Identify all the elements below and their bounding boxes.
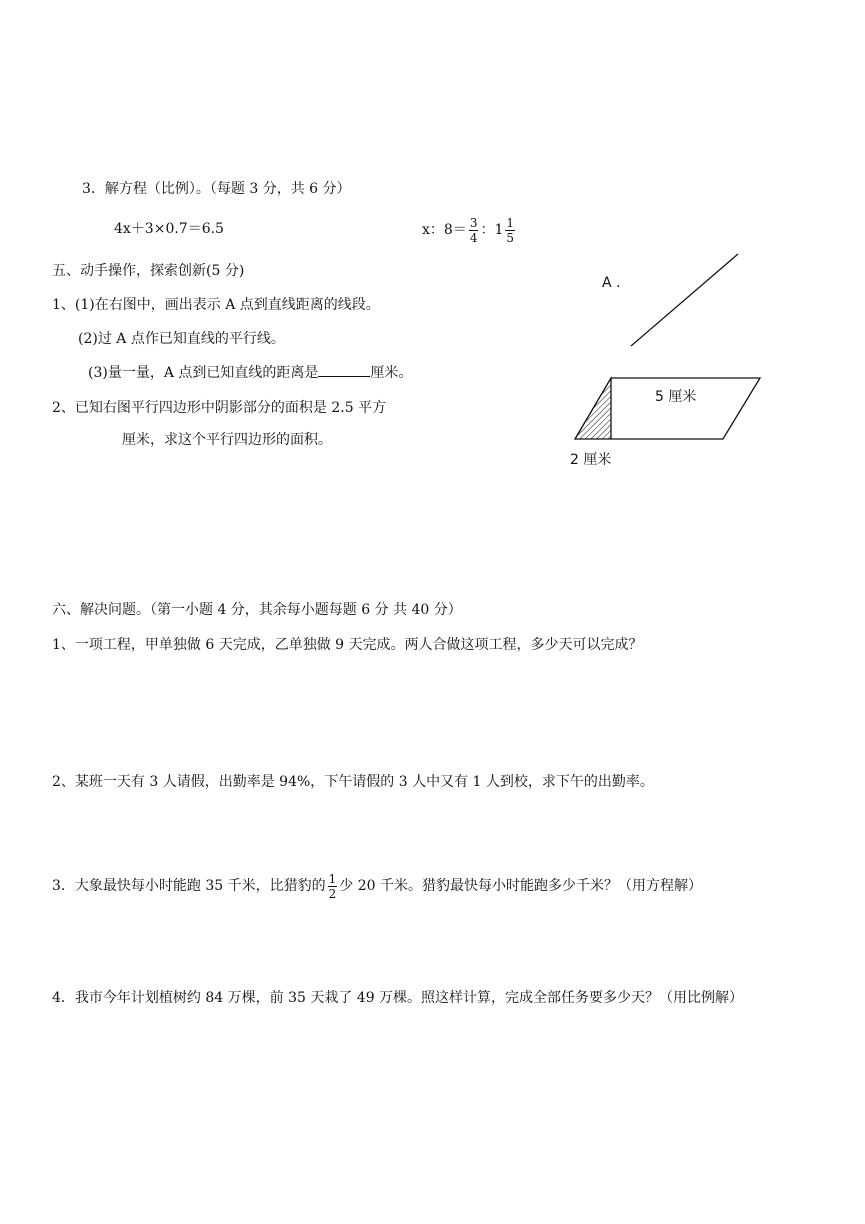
answer-blank[interactable] xyxy=(318,364,370,377)
point-a-label: A . xyxy=(602,275,621,291)
fraction-numerator: 3 xyxy=(469,215,478,230)
bottom-length-label: 2 厘米 xyxy=(570,452,612,468)
equation-2-mid: ：1 xyxy=(480,222,504,238)
section-6-q1: 1、一项工程，甲单独做 6 天完成，乙单独做 9 天完成。两人合做这项工程，多少天可以完成？ xyxy=(52,637,643,653)
section-5-q2-line2: 厘米，求这个平行四边形的面积。 xyxy=(122,432,332,448)
question-text: 3．大象最快每小时能跑 35 千米，比猎豹的 xyxy=(52,878,326,894)
fraction-denominator: 4 xyxy=(469,230,478,245)
question-unit: 厘米。 xyxy=(370,365,413,381)
equation-1: 4x＋3×0.7＝6.5 xyxy=(114,221,224,237)
section-5-q1-part2: (2)过 A 点作已知直线的平行线。 xyxy=(78,331,285,347)
fraction-three-quarters xyxy=(469,216,479,245)
question-text: (3)量一量，A 点到已知直线的距离是 xyxy=(88,365,319,381)
equation-2 xyxy=(422,214,517,246)
equation-2-prefix: x：8＝ xyxy=(422,222,467,238)
shaded-triangle xyxy=(575,378,611,439)
fraction-one-half xyxy=(328,872,338,901)
fraction-numerator: 1 xyxy=(506,215,515,230)
question-text: 少 20 千米。猎豹最快每小时能跑多少千米？（用方程解） xyxy=(339,878,702,894)
parallelogram xyxy=(575,378,760,439)
section-6-q3 xyxy=(52,870,702,902)
section-6-q4: 4．我市今年计划植树约 84 万棵，前 35 天栽了 49 万棵。照这样计算，完成全部任务要多少天？（用比例解） xyxy=(52,990,744,1006)
section-5-q2-line1: 2、已知右图平行四边形中阴影部分的面积是 2.5 平方 xyxy=(52,400,387,416)
fraction-numerator: 1 xyxy=(328,871,337,886)
section-6-heading: 六、解决问题。（第一小题 4 分，其余每小题每题 6 分 共 40 分） xyxy=(52,602,462,618)
top-length-label: 5 厘米 xyxy=(655,389,697,405)
section-5-q1-part3 xyxy=(88,364,412,382)
fraction-one-fifth xyxy=(505,216,515,245)
equation-heading: 3．解方程（比例）。（每题 3 分，共 6 分） xyxy=(82,181,351,197)
fraction-denominator: 5 xyxy=(506,230,515,245)
section-5-q1-part1: 1、(1)在右图中，画出表示 A 点到直线距离的线段。 xyxy=(52,297,380,313)
fraction-denominator: 2 xyxy=(328,886,337,901)
given-straight-line xyxy=(631,254,738,346)
section-5-heading: 五、动手操作，探索创新(5 分) xyxy=(52,263,245,279)
section-6-q2: 2、某班一天有 3 人请假，出勤率是 94%，下午请假的 3 人中又有 1 人到校，求下午的出勤率。 xyxy=(52,774,654,790)
